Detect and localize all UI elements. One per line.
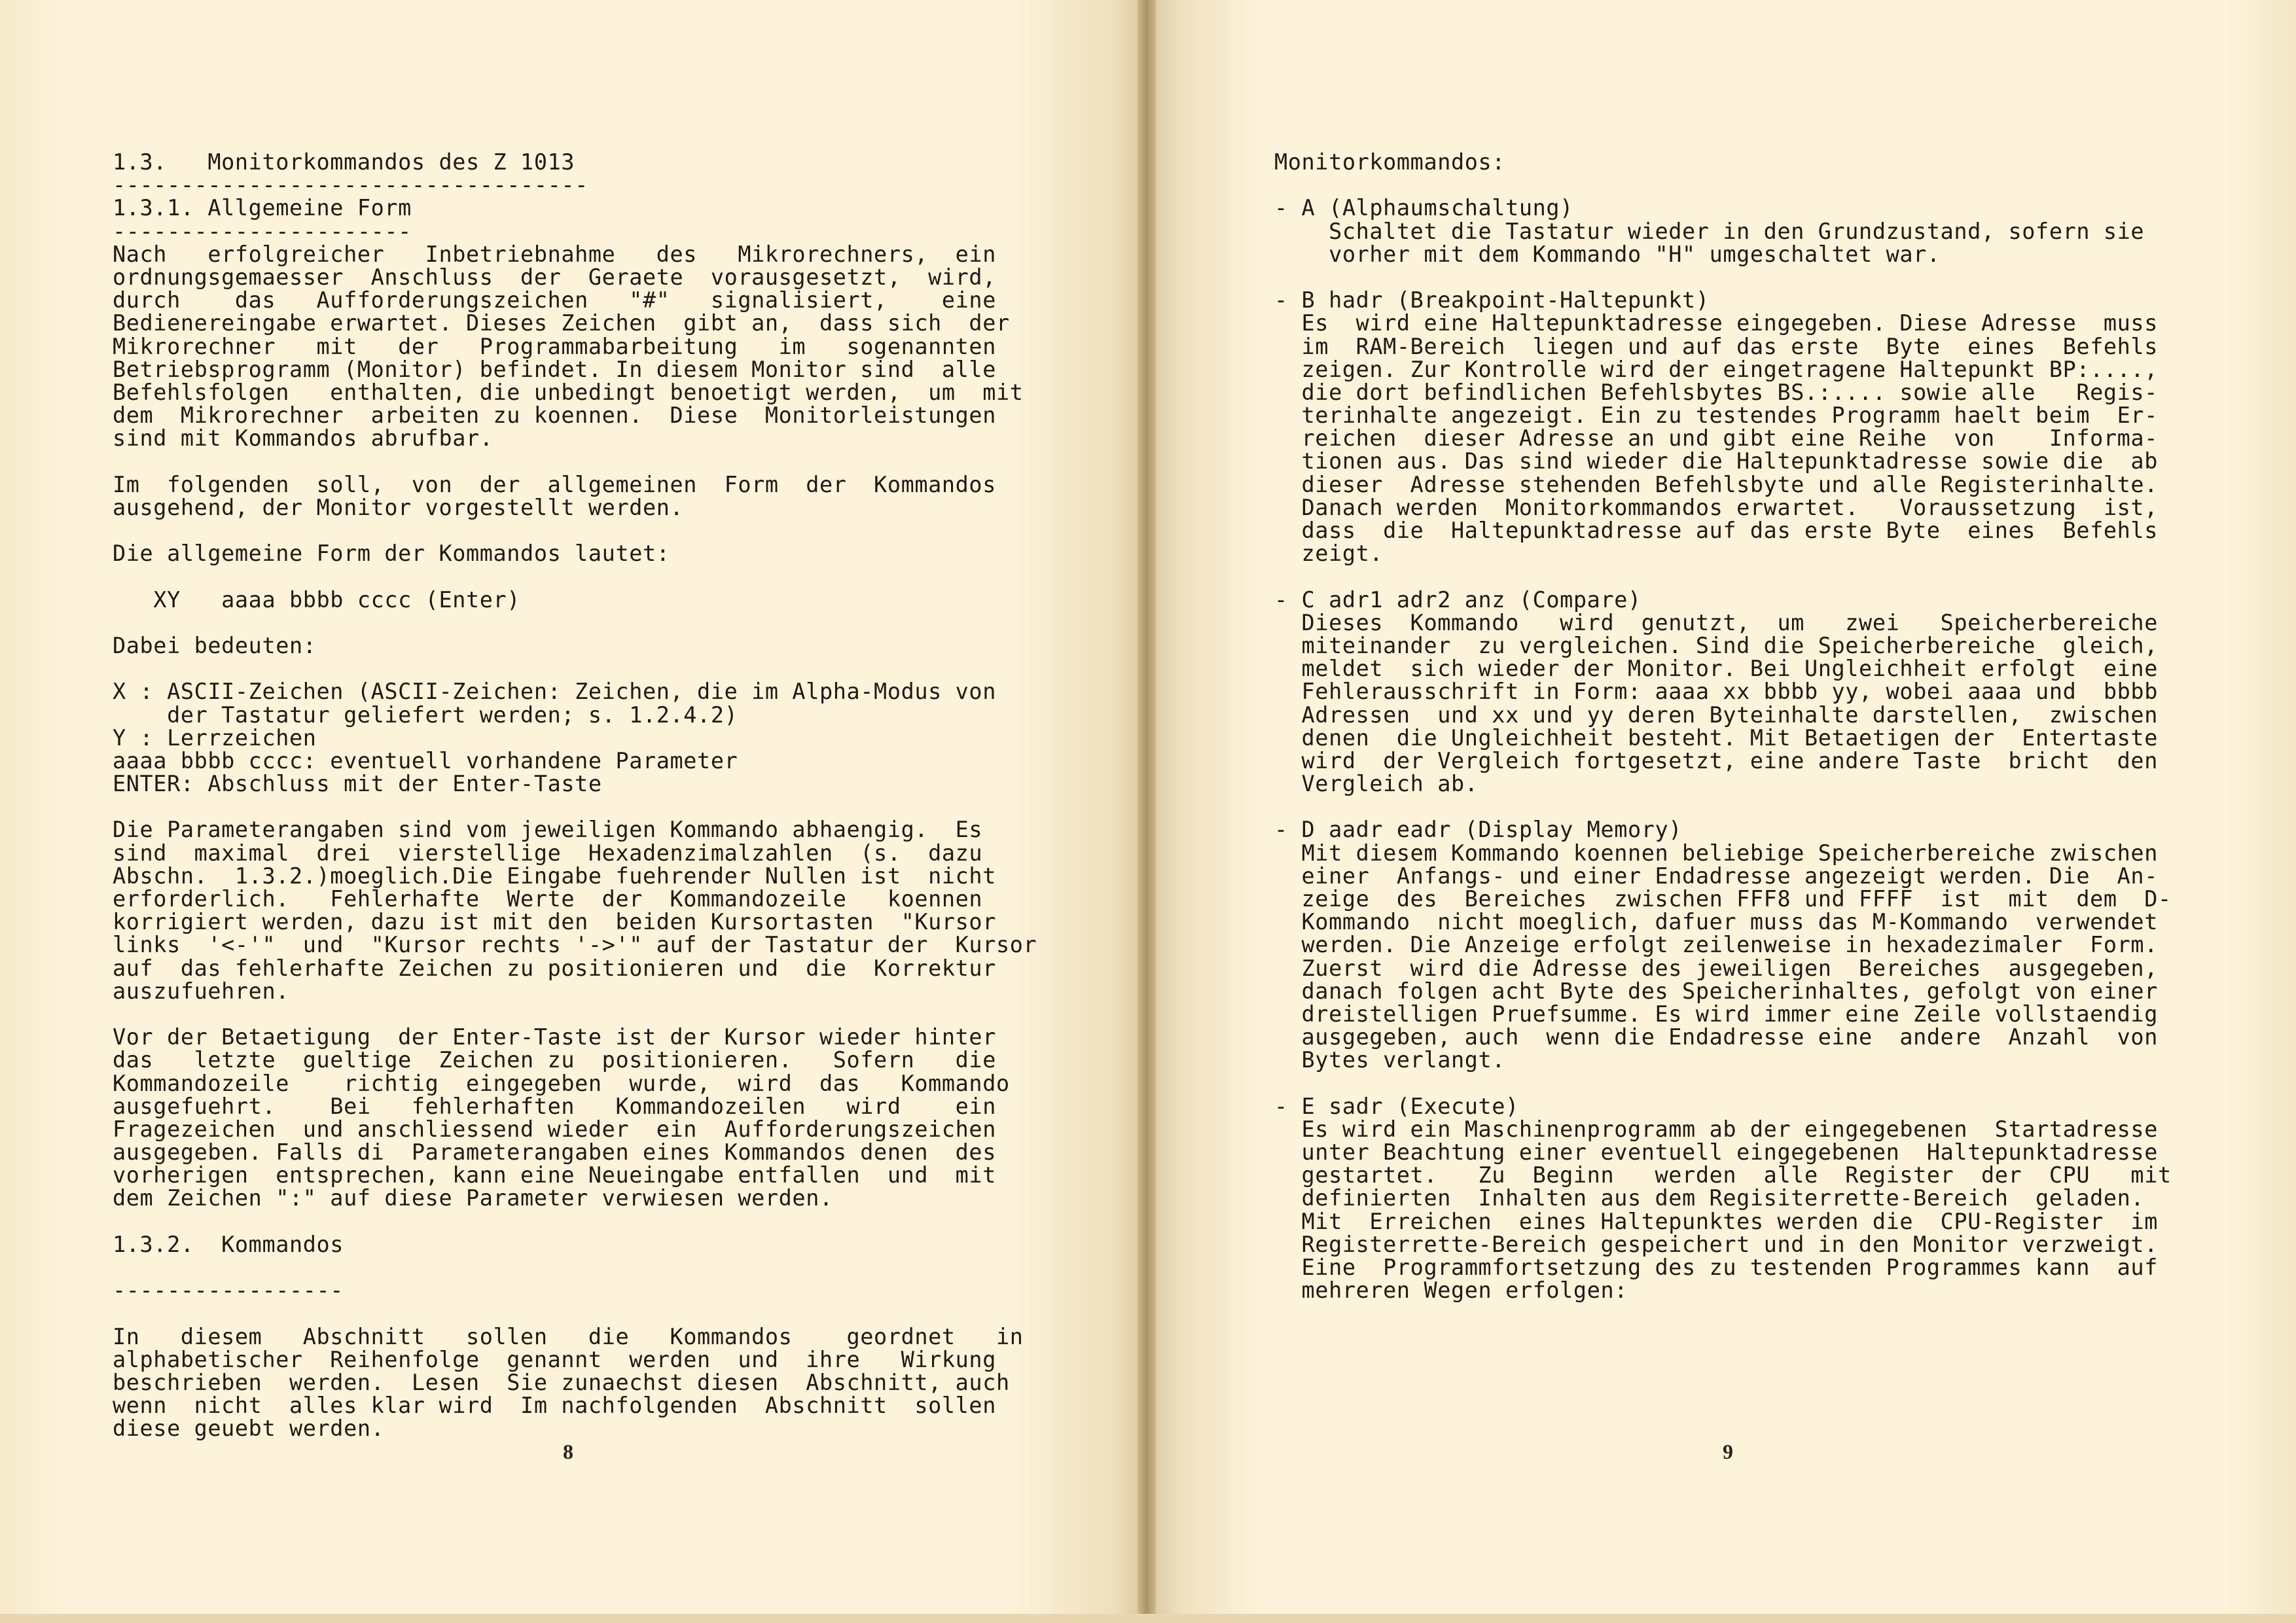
text-line: durch das Aufforderungszeichen "#" signalisiert, eine xyxy=(113,287,996,313)
text-line: Bedienereingabe erwartet. Dieses Zeichen gibt an, dass sich der xyxy=(113,310,1010,336)
text-line: dass die Haltepunktadresse auf das erste Byte eines Befehls xyxy=(1274,518,2158,543)
text-line xyxy=(113,795,1022,818)
page-number-right: 9 xyxy=(1723,1440,1733,1463)
text-line xyxy=(113,565,1022,588)
text-line: definierten Inhalten aus dem Regisiterrette-Bereich geladen. xyxy=(1274,1185,2145,1211)
text-line: zeigen. Zur Kontrolle wird der eingetragene Haltepunkt BP:...., xyxy=(1274,356,2158,382)
text-line xyxy=(113,1302,1022,1325)
text-line: Fehlerausschrift in Form: aaaa xx bbbb yy, wobei aaaa und bbbb xyxy=(1274,679,2158,705)
text-line: diese geuebt werden. xyxy=(113,1416,385,1442)
text-line: ordnungsgemaesser Anschluss der Geraete vorausgesetzt, wird, xyxy=(113,264,996,290)
text-line xyxy=(1274,1072,2184,1095)
text-line: - A (Alphaumschaltung) xyxy=(1274,195,1573,221)
text-line: sind maximal drei vierstellige Hexadenzimalzahlen (s. dazu xyxy=(113,840,983,866)
text-line: meldet sich wieder der Monitor. Bei Ungleichheit erfolgt eine xyxy=(1274,656,2158,682)
text-line: wird der Vergleich fortgesetzt, eine andere Taste bricht den xyxy=(1274,747,2158,774)
text-line xyxy=(113,450,1022,473)
text-line xyxy=(113,657,1022,680)
text-line: dem Mikrorechner arbeiten zu koennen. Diese Monitorleistungen xyxy=(113,402,996,429)
text-line: XY aaaa bbbb cccc (Enter) xyxy=(113,586,521,613)
text-line: Es wird ein Maschinenprogramm ab der eingegebenen Startadresse xyxy=(1274,1116,2158,1142)
text-line: links '<-'" und "Kursor rechts '->'" auf der Tastatur der Kursor xyxy=(113,932,1037,958)
text-line: sind mit Kommandos abrufbar. xyxy=(113,425,493,452)
text-line: Die Parameterangaben sind vom jeweiligen Kommando abhaengig. Es xyxy=(113,817,983,843)
text-line xyxy=(1274,795,2184,818)
text-line: Monitorkommandos: xyxy=(1274,149,1506,175)
text-line xyxy=(1274,173,2184,196)
text-line: aaaa bbbb cccc: eventuell vorhandene Parameter xyxy=(113,747,738,774)
text-line: - C adr1 adr2 anz (Compare) xyxy=(1274,586,1641,613)
text-line: dreistelligen Pruefsumme. Es wird immer eine Zeile vollstaendig xyxy=(1274,1001,2158,1027)
text-line: Schaltet die Tastatur wieder in den Grundzustand, sofern sie xyxy=(1274,218,2145,244)
text-line: ausgehend, der Monitor vorgestellt werden. xyxy=(113,494,684,520)
text-line: Es wird eine Haltepunktadresse eingegeben. Diese Adresse muss xyxy=(1274,310,2158,336)
text-line: die dort befindlichen Befehlsbytes BS.:.... sowie alle Regis- xyxy=(1274,379,2158,405)
text-line: Mikrorechner mit der Programmabarbeitung im sogenannten xyxy=(113,333,996,359)
text-line: 1.3. Monitorkommandos des Z 1013 xyxy=(113,149,575,175)
text-line: 1.3.2. Kommandos xyxy=(113,1231,344,1257)
text-line: ausgegeben, auch wenn die Endadresse eine andere Anzahl von xyxy=(1274,1024,2158,1050)
text-line: einer Anfangs- und einer Endadresse angezeigt werden. Die An- xyxy=(1274,863,2158,889)
text-line: gestartet. Zu Beginn werden alle Register der CPU mit xyxy=(1274,1162,2172,1188)
text-line xyxy=(1274,266,2184,289)
text-line: unter Beachtung einer eventuell eingegebenen Haltepunktadresse xyxy=(1274,1139,2158,1166)
text-line: vorherigen entsprechen, kann eine Neueingabe entfallen und mit xyxy=(113,1162,996,1188)
text-line: ---------------------- xyxy=(113,218,412,244)
text-line: ----------------------------------- xyxy=(113,172,588,198)
text-line: - D aadr eadr (Display Memory) xyxy=(1274,817,1683,843)
text-line: miteinander zu vergleichen. Sind die Speicherbereiche gleich, xyxy=(1274,632,2158,658)
text-line: Betriebsprogramm (Monitor) befindet. In diesem Monitor sind alle xyxy=(113,356,996,382)
text-line: danach folgen acht Byte des Speicherinhaltes, gefolgt von einer xyxy=(1274,978,2158,1004)
text-line xyxy=(113,611,1022,634)
text-line: alphabetischer Reihenfolge genannt werden und ihre Wirkung xyxy=(113,1346,996,1372)
text-line: ENTER: Abschluss mit der Enter-Taste xyxy=(113,771,602,797)
text-line: Kommando nicht moeglich, dafuer muss das M-Kommando verwendet xyxy=(1274,909,2158,935)
text-line: Vergleich ab. xyxy=(1274,771,1479,797)
text-line: Dabei bedeuten: xyxy=(113,632,317,658)
text-line: dieser Adresse stehenden Befehlsbyte und alle Registerinhalte. xyxy=(1274,471,2158,497)
text-line: auszufuehren. xyxy=(113,978,289,1004)
text-line: In diesem Abschnitt sollen die Kommandos geordnet in xyxy=(113,1323,1024,1349)
text-line: ----------------- xyxy=(113,1277,344,1304)
text-line: Dieses Kommando wird genutzt, um zwei Speicherbereiche xyxy=(1274,609,2158,635)
text-line: Registerrette-Bereich gespeichert und in den Monitor verzweigt. xyxy=(1274,1231,2158,1257)
text-line: Eine Programmfortsetzung des zu testenden Programmes kann auf xyxy=(1274,1255,2158,1280)
text-line xyxy=(113,1210,1022,1233)
text-line: im RAM-Bereich liegen und auf das erste Byte eines Befehls xyxy=(1274,333,2158,359)
text-line: Mit Erreichen eines Haltepunktes werden die CPU-Register im xyxy=(1274,1208,2158,1234)
text-line: ausgefuehrt. Bei fehlerhaften Kommandozeilen wird ein xyxy=(113,1093,996,1119)
text-line: mehreren Wegen erfolgen: xyxy=(1274,1277,1628,1304)
text-line: Abschn. 1.3.2.)moeglich.Die Eingabe fuehrender Nullen ist nicht xyxy=(113,863,996,889)
page-number-left: 8 xyxy=(563,1440,573,1463)
text-line: zeigt. xyxy=(1274,541,1384,567)
text-line: erforderlich. Fehlerhafte Werte der Kommandozeile koennen xyxy=(113,886,983,912)
text-line: dem Zeichen ":" auf diese Parameter verwiesen werden. xyxy=(113,1185,833,1211)
text-line: - E sadr (Execute) xyxy=(1274,1093,1519,1119)
text-line: denen die Ungleichheit besteht. Mit Betaetigen der Entertaste xyxy=(1274,724,2158,751)
text-line: Vor der Betaetigung der Enter-Taste ist der Kursor wieder hinter xyxy=(113,1024,996,1050)
text-line: der Tastatur geliefert werden; s. 1.2.4.2) xyxy=(113,702,738,728)
text-line: zeige des Bereiches zwischen FFF8 und FFFF ist mit dem D- xyxy=(1274,886,2172,912)
text-line: tionen aus. Das sind wieder die Haltepunktadresse sowie die ab xyxy=(1274,448,2158,474)
text-line: Adressen und xx und yy deren Byteinhalte darstellen, zwischen xyxy=(1274,702,2158,728)
left-page-text xyxy=(113,149,1037,1442)
text-line xyxy=(113,1256,1022,1279)
text-line: auf das fehlerhafte Zeichen zu positionieren und die Korrektur xyxy=(113,955,996,981)
text-line xyxy=(1274,565,2184,588)
text-line: reichen dieser Adresse an und gibt eine Reihe von Informa- xyxy=(1274,425,2158,452)
text-line: Bytes verlangt. xyxy=(1274,1047,1506,1073)
text-line: Nach erfolgreicher Inbetriebnahme des Mikrorechners, ein xyxy=(113,241,996,267)
text-line: Zuerst wird die Adresse des jeweiligen Bereiches ausgegeben, xyxy=(1274,955,2158,981)
text-line: terinhalte angezeigt. Ein zu testendes Programm haelt beim Er- xyxy=(1274,402,2158,429)
text-line: Befehlsfolgen enthalten, die unbedingt benoetigt werden, um mit xyxy=(113,379,1024,405)
text-line: Danach werden Monitorkommandos erwartet. Voraussetzung ist, xyxy=(1274,494,2158,520)
text-line: korrigiert werden, dazu ist mit den beiden Kursortasten "Kursor xyxy=(113,909,996,935)
text-line: das letzte gueltige Zeichen zu positionieren. Sofern die xyxy=(113,1047,996,1073)
text-line: beschrieben werden. Lesen Sie zunaechst diesen Abschnitt, auch xyxy=(113,1369,1010,1395)
text-line: - B hadr (Breakpoint-Haltepunkt) xyxy=(1274,287,1710,313)
text-line: Y : Lerrzeichen xyxy=(113,724,317,751)
text-line xyxy=(113,519,1022,542)
text-line: ausgegeben. Falls di Parameterangaben eines Kommandos denen des xyxy=(113,1139,996,1166)
right-page xyxy=(1147,0,2296,1623)
book-gutter xyxy=(1138,0,1156,1623)
text-line: Fragezeichen und anschliessend wieder ein Aufforderungszeichen xyxy=(113,1116,996,1142)
text-line: Die allgemeine Form der Kommandos lautet: xyxy=(113,541,670,567)
text-line: werden. Die Anzeige erfolgt zeilenweise in hexadezimaler Form. xyxy=(1274,932,2158,958)
text-line: 1.3.1. Allgemeine Form xyxy=(113,195,412,221)
text-line: X : ASCII-Zeichen (ASCII-Zeichen: Zeichen, die im Alpha-Modus von xyxy=(113,679,996,705)
text-line: Kommandozeile richtig eingegeben wurde, wird das Kommando xyxy=(113,1070,1010,1096)
text-line xyxy=(113,1003,1022,1026)
text-line: vorher mit dem Kommando "H" umgeschaltet war. xyxy=(1274,241,1941,267)
text-line: wenn nicht alles klar wird Im nachfolgenden Abschnitt sollen xyxy=(113,1393,996,1419)
text-line: Im folgenden soll, von der allgemeinen Form der Kommandos xyxy=(113,471,996,497)
right-page-text xyxy=(1274,151,2184,1302)
left-page xyxy=(0,0,1147,1623)
text-line: Mit diesem Kommando koennen beliebige Speicherbereiche zwischen xyxy=(1274,840,2158,866)
scan-bottom-edge xyxy=(0,1614,2296,1623)
